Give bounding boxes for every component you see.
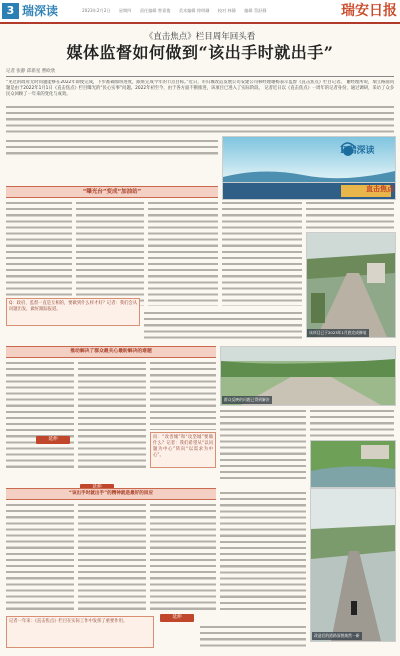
s1-col5 (306, 200, 394, 230)
quote-box-1: Q：政府、监督一直是互相的，要做到什么样才好？记者：我们会从问题出发，做好跟踪报道。 (6, 298, 140, 326)
article-byline: 记者 张静 邱新星 曹欧欣 (6, 69, 56, 74)
s2-col4 (220, 408, 306, 480)
s2-col1 (6, 360, 74, 468)
banner-text: 直击焦点 (366, 185, 394, 193)
photo-caption-3: 改造后的道路面貌焕然一新 (314, 633, 360, 638)
page-number: 3 (2, 3, 19, 19)
section-heading-2: 推动解决了群众最关心最盼解决的难题 (6, 346, 216, 358)
extension-tab-3: 延伸 (160, 614, 194, 622)
newspaper-brand: 瑞安日报 (341, 3, 397, 19)
intro-text-block (6, 138, 218, 156)
extension-tab-1: 延伸 (36, 436, 70, 444)
headline-rule (6, 76, 394, 77)
meta-weekday: 星期四 (118, 8, 132, 13)
meta-date: 2023年2月2日 (82, 8, 111, 13)
photo-canal (310, 440, 396, 488)
meta-typesetter: 编辑 蔡舒静 (244, 8, 267, 13)
quote-box-2: 问：“改善城”和“攻坚城”要做什么？记者：我们希望从“以问题为中心”转向“以需求为中心”。 (150, 432, 216, 468)
s1-col1 (6, 200, 72, 296)
section-title: 瑞深读 (22, 4, 59, 18)
photo-caption-2: 群众反映的问题已得到解决 (224, 397, 270, 402)
s3-col2 (78, 502, 146, 612)
meta-proofreader: 校对 林静 (217, 8, 236, 13)
issue-meta (82, 8, 274, 14)
meta-art-editor: 美术编辑 徐明珊 (178, 8, 210, 13)
s3-tail-text (200, 624, 306, 648)
quote-box-3: 记者一年来：《直击焦点》栏目在实际工作中发挥了重要作用。 (6, 616, 154, 648)
photo-caption-1: 该项目已于2023年1月底完成修复 (309, 330, 367, 335)
lead-text-3: 记者近日以《直击焦点》一周年的记者身份，通过调研，采访了众多民众回顾了一年来的变化与成效。 (6, 86, 394, 98)
section-heading-1: “曝光台”变成“加油站” (6, 186, 218, 198)
s3-col1 (6, 502, 74, 612)
logo-text: R瑞深读 (340, 146, 375, 156)
s1-col2 (76, 200, 144, 306)
meta-editor: 责任编辑 曾嘉俊 (139, 8, 171, 13)
photo-street (310, 488, 396, 642)
lead-text: “见过的政府无时问题能够在2022年即使完成，下步准确加班进度，跟班完成今年的节点目标。”近日，市归城改造发展公司安建公司移经理谢杨表示监督《直击焦点》栏目记者。 (6, 80, 345, 85)
article-headline: 媒体监督如何做到“该出手时就出手” (66, 43, 334, 62)
s2-col2 (78, 360, 146, 468)
lead-continuation (6, 104, 394, 134)
s3-col3 (150, 502, 216, 612)
lead-text-2: 谢经理所说，瑞立路面问题是由于2022年1月1日《直击焦点》栏目曝光的“民心实事”问题。2022年初至今，由于各方面不断推进，该项目已进入了实际阶段。 (6, 80, 394, 92)
s2-col3 (150, 360, 216, 430)
header-divider (0, 22, 400, 24)
section-heading-3: “该出手时就出手”的精神就是最好的回应 (6, 488, 216, 500)
s1-col4 (222, 200, 302, 306)
article-kicker: 《直击焦点》栏目周年回头看 (144, 32, 256, 42)
photo-construction-site (306, 232, 396, 338)
s3-col4 (220, 490, 306, 612)
s1-tail-text (144, 310, 302, 342)
s1-col3 (148, 200, 218, 306)
